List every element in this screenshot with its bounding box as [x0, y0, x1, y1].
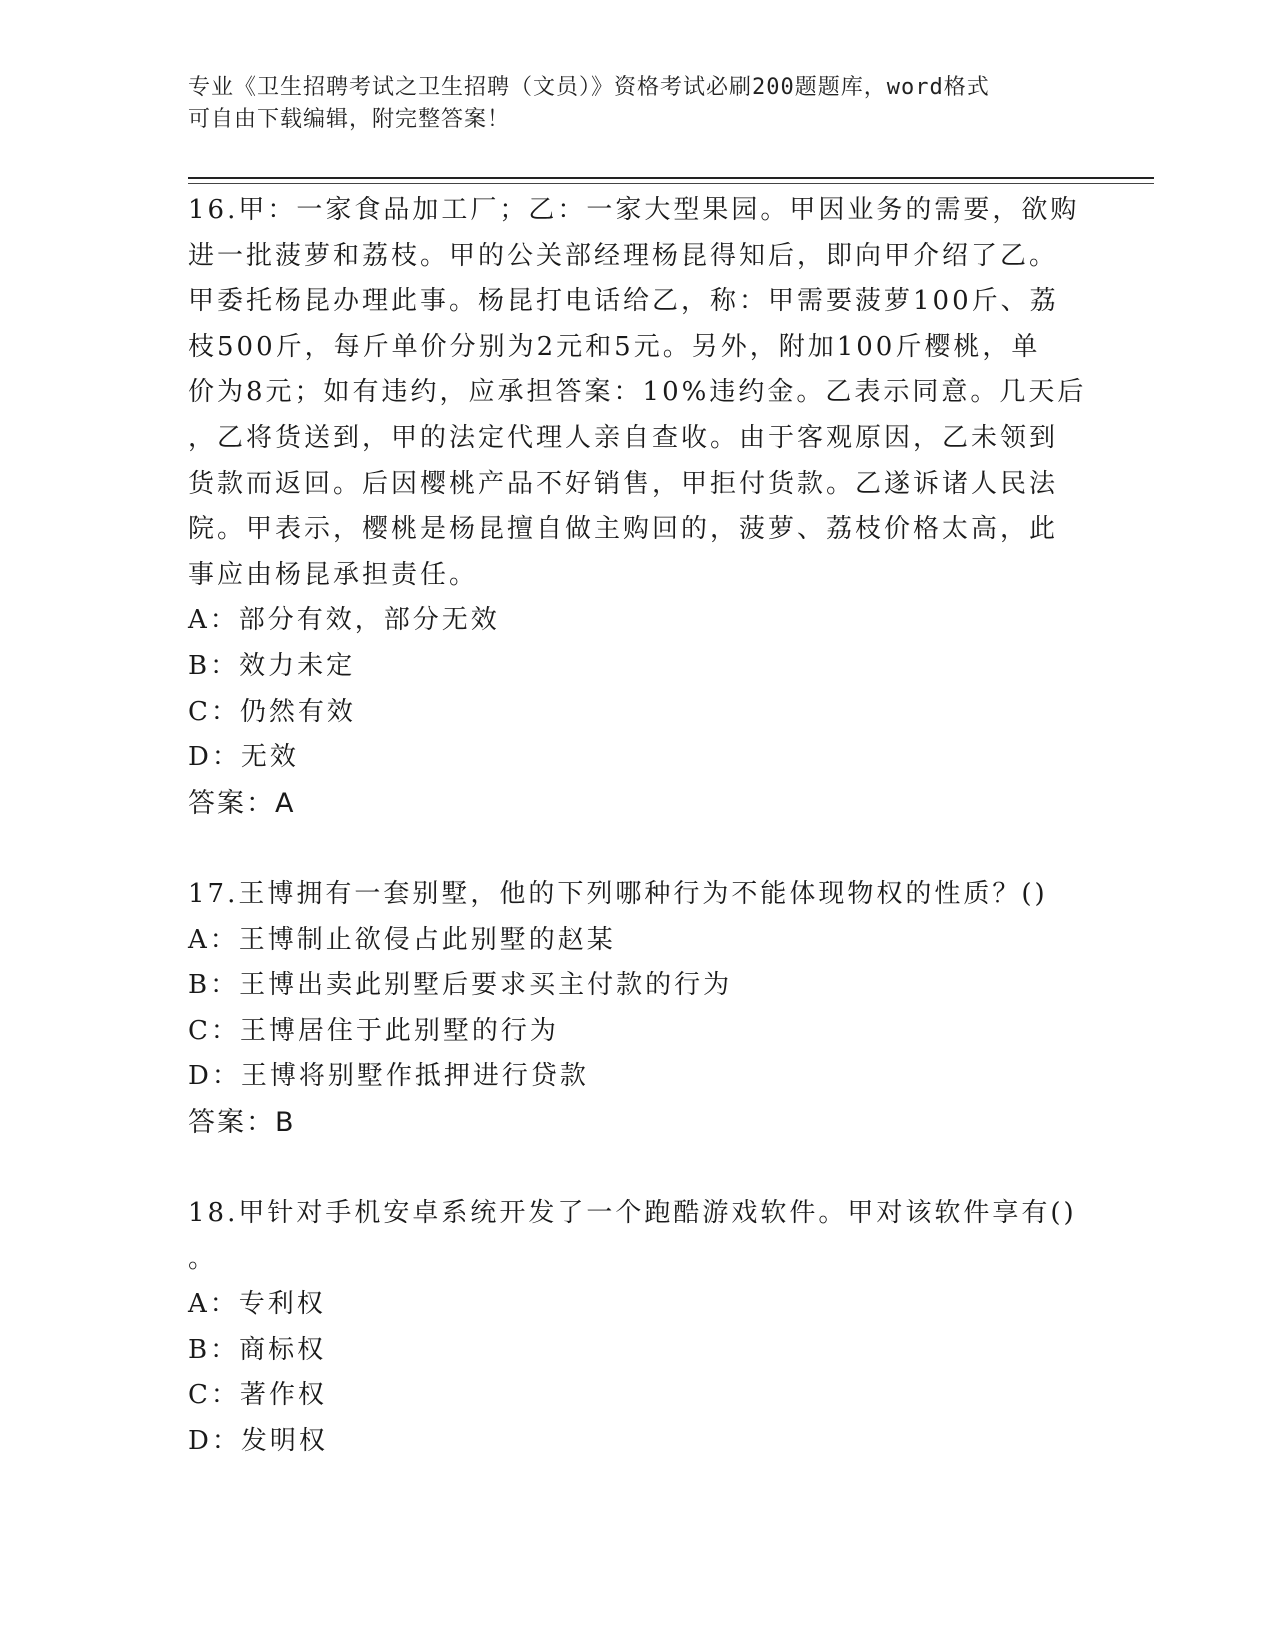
option-c: C：著作权: [188, 1380, 327, 1411]
option-a: A：专利权: [188, 1289, 326, 1320]
question-16: [188, 188, 1088, 826]
question-stem-line: 货款而返回。后因樱桃产品不好销售，甲拒付货款。乙遂诉诸人民法: [188, 468, 1059, 499]
header-line-2: 可自由下载编辑，附完整答案！: [188, 107, 511, 132]
question-17: [188, 872, 1088, 1146]
question-spacer: [188, 826, 1088, 872]
option-b: B：效力未定: [188, 650, 356, 681]
document-header: [188, 72, 1068, 136]
option-c: C：王博居住于此别墅的行为: [188, 1015, 559, 1046]
question-stem-line: 进一批菠萝和荔枝。甲的公关部经理杨昆得知后，即向甲介绍了乙。: [188, 240, 1059, 271]
question-stem-line: 甲委托杨昆办理此事。杨昆打电话给乙，称：甲需要菠萝100斤、荔: [188, 286, 1059, 317]
option-b: B：王博出卖此别墅后要求买主付款的行为: [188, 970, 733, 1001]
question-stem-line: 17.王博拥有一套别墅，他的下列哪种行为不能体现物权的性质？(): [188, 878, 1048, 909]
answer-label: 答案：B: [188, 1106, 296, 1138]
option-c: C：仍然有效: [188, 696, 356, 727]
option-d: D：发明权: [188, 1426, 328, 1457]
question-spacer: [188, 1145, 1088, 1191]
question-stem-line: 院。甲表示，樱桃是杨昆擅自做主购回的，菠萝、荔枝价格太高，此: [188, 514, 1059, 545]
header-rule-thick: [188, 177, 1154, 179]
option-a: A：部分有效，部分无效: [188, 605, 500, 636]
answer-label: 答案：A: [188, 787, 296, 819]
option-a: A：王博制止欲侵占此别墅的赵某: [188, 924, 616, 955]
question-18: [188, 1191, 1088, 1465]
question-list: [188, 188, 1088, 1465]
header-rule-thin: [188, 183, 1154, 184]
option-d: D：王博将别墅作抵押进行贷款: [188, 1061, 589, 1092]
question-stem-line: ，乙将货送到，甲的法定代理人亲自查收。由于客观原因，乙未领到: [188, 422, 1059, 453]
question-stem-line: 16.甲：一家食品加工厂；乙：一家大型果园。甲因业务的需要，欲购: [188, 195, 1080, 225]
question-stem-line: 18.甲针对手机安卓系统开发了一个跑酷游戏软件。甲对该软件享有(): [188, 1198, 1077, 1229]
question-stem-line: 事应由杨昆承担责任。: [188, 559, 479, 590]
option-b: B：商标权: [188, 1334, 327, 1365]
question-stem-line: 。: [188, 1243, 218, 1274]
question-stem-line: 价为8元；如有违约，应承担答案：10%违约金。乙表示同意。几天后: [188, 377, 1087, 408]
header-line-1: 专业《卫生招聘考试之卫生招聘（文员）》资格考试必刷200题题库，word格式: [188, 75, 990, 100]
option-d: D：无效: [188, 742, 299, 773]
question-stem-line: 枝500斤，每斤单价分别为2元和5元。另外，附加100斤樱桃，单: [188, 331, 1041, 362]
